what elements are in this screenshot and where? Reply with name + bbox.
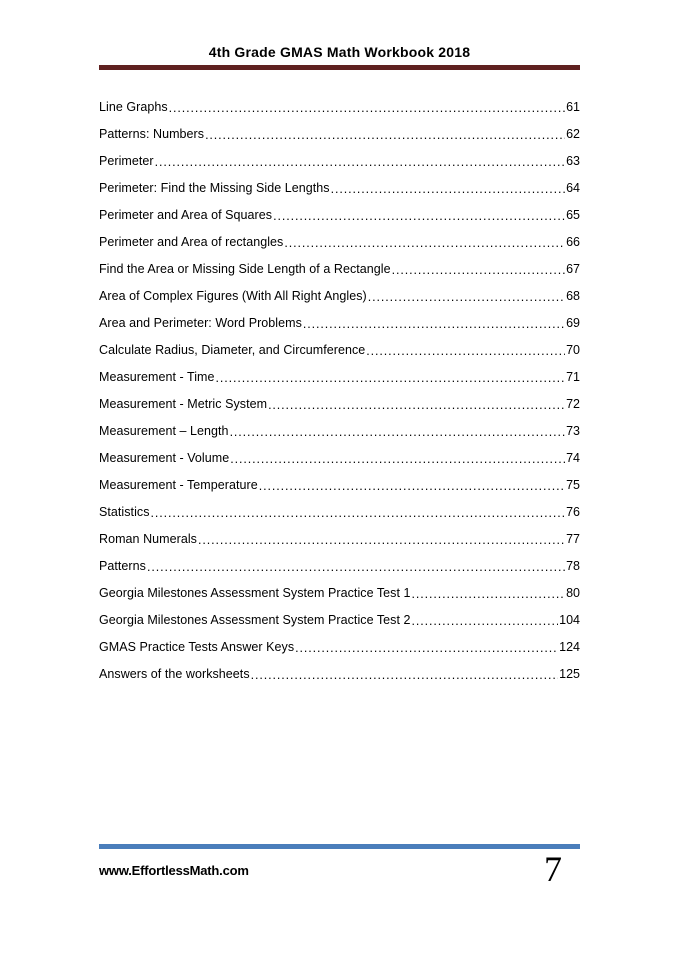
- toc-entry[interactable]: [99, 304, 580, 331]
- toc-dot-leader: [230, 426, 566, 439]
- toc-entry-title: Roman Numerals: [99, 532, 197, 546]
- toc-entry[interactable]: [99, 277, 580, 304]
- toc-entry-title: GMAS Practice Tests Answer Keys: [99, 640, 295, 654]
- toc-dot-leader: [412, 615, 559, 628]
- toc-dot-leader: [216, 372, 566, 385]
- toc-entry[interactable]: [99, 628, 580, 655]
- book-title: 4th Grade GMAS Math Workbook 2018: [208, 44, 471, 60]
- toc-entry-page-number: 75: [566, 478, 580, 492]
- toc-entry-page-number: 63: [566, 154, 580, 168]
- toc-dot-leader: [198, 534, 565, 547]
- table-of-contents: [99, 88, 580, 682]
- toc-entry[interactable]: [99, 493, 580, 520]
- toc-entry-title: Patterns: Numbers: [99, 127, 205, 141]
- toc-entry-title: Find the Area or Missing Side Length of a Rectangle: [99, 262, 391, 276]
- toc-dot-leader: [259, 480, 565, 493]
- footer-row: [99, 849, 580, 898]
- toc-entry[interactable]: [99, 655, 580, 682]
- toc-entry-title: Patterns: [99, 559, 146, 573]
- toc-entry-title: Measurement - Time: [99, 370, 215, 384]
- toc-entry[interactable]: [99, 385, 580, 412]
- toc-entry-page-number: 80: [566, 586, 580, 600]
- toc-entry[interactable]: [99, 520, 580, 547]
- toc-dot-leader: [169, 102, 565, 115]
- toc-entry-title: Answers of the worksheets: [99, 667, 250, 681]
- toc-entry-title: Perimeter: [99, 154, 154, 168]
- website-link[interactable]: www.EffortlessMath.com: [99, 863, 249, 878]
- toc-entry-page-number: 71: [566, 370, 580, 384]
- toc-dot-leader: [268, 399, 565, 412]
- toc-entry[interactable]: [99, 331, 580, 358]
- toc-entry[interactable]: [99, 115, 580, 142]
- toc-entry-page-number: 74: [566, 451, 580, 465]
- toc-entry[interactable]: [99, 169, 580, 196]
- toc-entry-title: Perimeter: Find the Missing Side Lengths: [99, 181, 330, 195]
- toc-entry[interactable]: [99, 466, 580, 493]
- toc-dot-leader: [284, 237, 565, 250]
- toc-dot-leader: [147, 561, 565, 574]
- toc-dot-leader: [368, 291, 565, 304]
- toc-entry[interactable]: [99, 601, 580, 628]
- toc-dot-leader: [251, 669, 559, 682]
- toc-entry-title: Perimeter and Area of rectangles: [99, 235, 284, 249]
- toc-entry-page-number: 72: [566, 397, 580, 411]
- toc-entry-page-number: 61: [566, 100, 580, 114]
- toc-entry-page-number: 64: [566, 181, 580, 195]
- toc-entry-page-number: 124: [559, 640, 580, 654]
- toc-entry-title: Georgia Milestones Assessment System Practice Test 2: [99, 613, 411, 627]
- toc-entry-title: Measurement – Length: [99, 424, 229, 438]
- toc-entry-page-number: 69: [566, 316, 580, 330]
- toc-entry-title: Area and Perimeter: Word Problems: [99, 316, 302, 330]
- toc-dot-leader: [366, 345, 565, 358]
- toc-dot-leader: [331, 183, 566, 196]
- toc-dot-leader: [273, 210, 565, 223]
- toc-entry-title: Line Graphs: [99, 100, 168, 114]
- toc-entry[interactable]: [99, 439, 580, 466]
- toc-dot-leader: [205, 129, 565, 142]
- toc-entry-page-number: 77: [566, 532, 580, 546]
- toc-entry[interactable]: [99, 547, 580, 574]
- toc-entry[interactable]: [99, 196, 580, 223]
- toc-entry-page-number: 68: [566, 289, 580, 303]
- toc-entry[interactable]: [99, 88, 580, 115]
- toc-dot-leader: [303, 318, 565, 331]
- page-footer: [99, 844, 580, 898]
- toc-entry[interactable]: [99, 223, 580, 250]
- toc-entry[interactable]: [99, 358, 580, 385]
- page-header: [99, 44, 580, 70]
- toc-entry-page-number: 62: [566, 127, 580, 141]
- toc-entry-page-number: 65: [566, 208, 580, 222]
- toc-entry-title: Measurement - Temperature: [99, 478, 258, 492]
- toc-entry[interactable]: [99, 574, 580, 601]
- toc-entry-title: Area of Complex Figures (With All Right Angles): [99, 289, 367, 303]
- toc-dot-leader: [295, 642, 558, 655]
- header-divider: [99, 65, 580, 70]
- toc-entry-title: Measurement - Volume: [99, 451, 230, 465]
- toc-entry-title: Measurement - Metric System: [99, 397, 268, 411]
- toc-dot-leader: [230, 453, 565, 466]
- toc-entry-page-number: 76: [566, 505, 580, 519]
- toc-entry-page-number: 70: [566, 343, 580, 357]
- toc-entry-title: Calculate Radius, Diameter, and Circumference: [99, 343, 366, 357]
- toc-dot-leader: [392, 264, 565, 277]
- toc-entry-page-number: 78: [566, 559, 580, 573]
- toc-dot-leader: [155, 156, 565, 169]
- toc-dot-leader: [151, 507, 566, 520]
- toc-entry-title: Georgia Milestones Assessment System Practice Test 1: [99, 586, 411, 600]
- footer-divider: [99, 844, 580, 849]
- toc-dot-leader: [412, 588, 566, 601]
- toc-entry-page-number: 66: [566, 235, 580, 249]
- toc-entry-page-number: 125: [559, 667, 580, 681]
- toc-entry-title: Perimeter and Area of Squares: [99, 208, 273, 222]
- toc-entry-title: Statistics: [99, 505, 150, 519]
- toc-entry[interactable]: [99, 142, 580, 169]
- toc-entry-page-number: 73: [566, 424, 580, 438]
- toc-entry[interactable]: [99, 412, 580, 439]
- toc-entry[interactable]: [99, 250, 580, 277]
- toc-entry-page-number: 104: [559, 613, 580, 627]
- toc-entry-page-number: 67: [566, 262, 580, 276]
- page-number: 7: [544, 849, 562, 889]
